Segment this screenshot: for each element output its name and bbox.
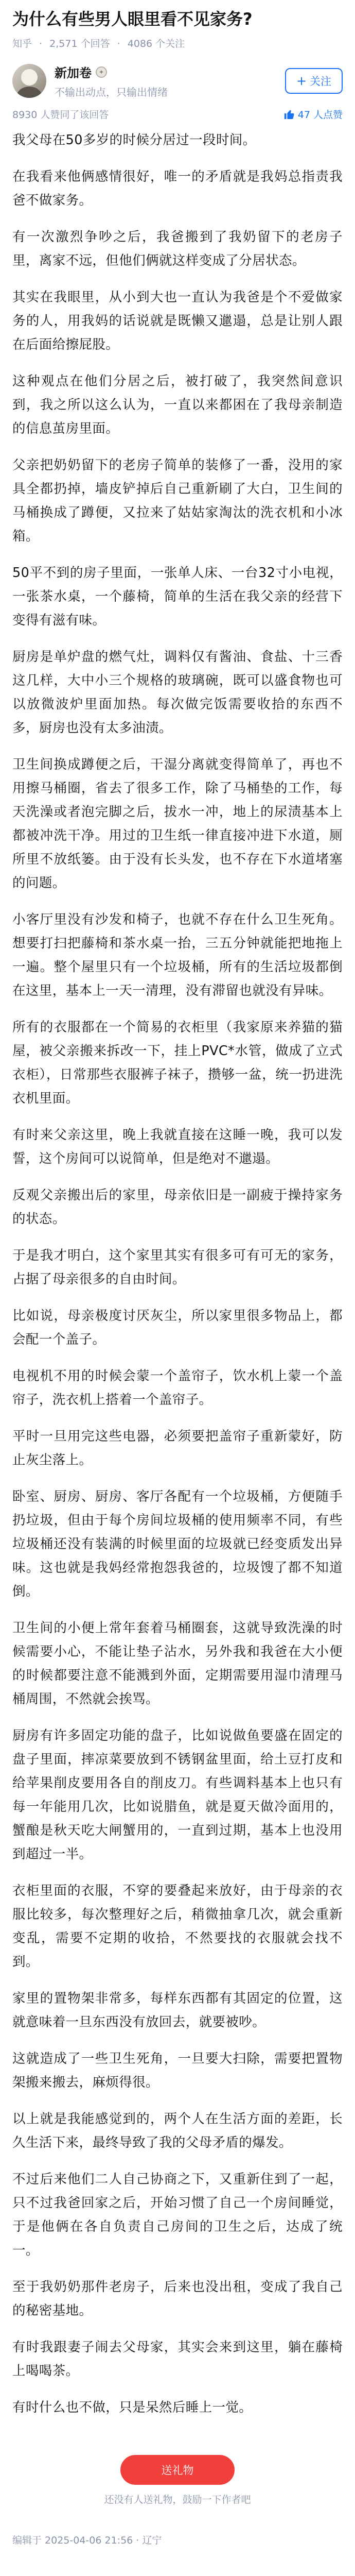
- answer-paragraph: 卫生间的小便上常年套着马桶圈套，这就导致洗澡的时候需要小心，不能让垫子沾水，另外我和我爸在大小便的时候都要注意不能溅到外面，定期需要用湿巾清理马桶周围，不然就会挨骂。: [12, 1620, 343, 1707]
- answer-paragraph: 衣柜里面的衣服，不穿的要叠起来放好，由于母亲的衣服比较多，每次整理好之后，稍微抽拿几次，就会重新变乱，需要不定期的收拾，不然要找的衣服就会找不到。: [12, 1883, 343, 1970]
- answer-count[interactable]: 2,571 个回答: [49, 38, 110, 49]
- answer-paragraph: 比如说，母亲极度讨厌灰尘，所以家里很多物品上，都会配一个盖子。: [12, 1308, 343, 1347]
- answer-paragraph: 50平不到的房子里面，一张单人床、一台32寸小电视，一张茶水桌，一个藤椅，简单的生活在我父亲的经营下变得有滋有味。: [12, 565, 343, 628]
- question-header: [0, 0, 355, 52]
- follow-button[interactable]: [285, 68, 343, 94]
- author-bar: [0, 52, 355, 99]
- answer-paragraph: 有时我跟妻子闹去父母家，其实会来到这里，躺在藤椅上喝喝茶。: [12, 2340, 343, 2379]
- answer-footer: [0, 2506, 355, 2547]
- answer-paragraph: 这就造成了一些卫生死角，一旦要大扫除，需要把置物架搬来搬去，麻烦得很。: [12, 2051, 343, 2090]
- meta-separator: ·: [39, 38, 43, 49]
- follow-label: 关注: [310, 75, 332, 88]
- plus-icon: +: [296, 74, 307, 88]
- edit-timestamp: 编辑于 2025-04-06 21:56 · 辽宁: [12, 2535, 162, 2546]
- answer-paragraph: 于是我才明白，这个家里其实有很多可有可无的家务，占据了母亲很多的自由时间。: [12, 1248, 343, 1287]
- answer-paragraph: 小客厅里没有沙发和椅子，也就不存在什么卫生死角。想要打扫把藤椅和茶水桌一抬，三五分钟就能把地拖上一遍。整个屋里只有一个垃圾桶，所有的生活垃圾都倒在这里，基本上一天一清理，没有滞留也就没有异味。: [12, 912, 343, 998]
- answer-paragraph: 其实在我眼里，从小到大也一直认为我爸是个不爱做家务的人，用我妈的话说就是既懒又邋遢，总是让别人跟在后面给擦屁股。: [12, 290, 343, 352]
- answer-paragraph: 卫生间换成蹲便之后，干湿分离就变得简单了，再也不用擦马桶圈，省去了很多工作，除了马桶垫的工作，每天洗澡或者泡完脚之后，拔水一冲，地上的尿渍基本上都被冲洗干净。用过的卫生纸一律直接冲进下水道，厕所里不放纸篓。由于没有长头发，也不存在下水道堵塞的问题。: [12, 757, 343, 891]
- answer-paragraph: 这种观点在他们分居之后，被打破了，我突然间意识到，我之所以这么认为，一直以来都困在了我母亲制造的信息茧房里面。: [12, 374, 343, 436]
- answer-body: [0, 121, 355, 2419]
- reward-section: [0, 2432, 355, 2485]
- answer-paragraph: 有时什么也不做，只是呆然后睡上一觉。: [12, 2400, 253, 2415]
- answer-paragraph: 所有的衣服都在一个简易的衣柜里（我家原来养猫的猫屋，被父亲搬来拆改一下，挂上PVC*水管，做成了立式衣柜），日常那些衣服裤子袜子，攒够一盆，统一扔进洗衣机里面。: [12, 1020, 343, 1106]
- avatar[interactable]: [12, 64, 46, 98]
- answer-paragraph: 家里的置物架非常多，每样东西都有其固定的位置，这就意味着一旦东西没有放回去，就要被吵。: [12, 1991, 343, 2030]
- answer-paragraph: 在我看来他俩感情很好，唯一的矛盾就是我妈总指责我爸不做家务。: [12, 169, 343, 208]
- gift-button[interactable]: 送礼物: [120, 2455, 235, 2485]
- answer-paragraph: 父亲把奶奶留下的老房子简单的装修了一番，没用的家具全都扔掉，墙皮铲掉后自己重新刷了大白，卫生间的马桶换成了蹲便，又拉来了姑姑家淘汰的洗衣机和小冰箱。: [12, 457, 343, 544]
- answer-paragraph: 不过后来他们二人自己协商之下，又重新住到了一起，只不过我爸回家之后，开始习惯了自己一个房间睡觉，于是他俩在各自负责自己房间的卫生之后，达成了统一。: [12, 2172, 343, 2258]
- reward-note: 还没有人送礼物，鼓励一下作者吧: [104, 2494, 251, 2505]
- author-name[interactable]: 新加卷: [55, 66, 92, 80]
- question-meta: [12, 36, 343, 52]
- answer-paragraph: 反观父亲搬出后的家里，母亲依旧是一副疲于操持家务的状态。: [12, 1188, 343, 1227]
- like-count: 47 人点赞: [297, 109, 343, 121]
- answer-paragraph: 平时一旦用完这些电器，必须要把盖帘子重新蒙好，防止灰尘落上。: [12, 1429, 343, 1468]
- meta-separator: ·: [117, 38, 120, 49]
- answer-paragraph: 我父母在50多岁的时候分居过一段时间。: [12, 132, 256, 148]
- answer-paragraph: 以上就是我能感觉到的，两个人在生活方面的差距，长久生活下来，最终导致了我的父母矛盾的爆发。: [12, 2111, 343, 2150]
- answer-paragraph: 厨房有许多固定功能的盘子，比如说做鱼要盛在固定的盘子里面，摔凉菜要放到不锈钢盆里面，给土豆打皮和给苹果削皮要用各自的削皮刀。有些调料基本上也只有每一年能用几次，比如说腊鱼，就是夏天做冷面用的，蟹酿是秋天吃大闸蟹用的，一直到过期，基本上也没用到超过一半。: [12, 1728, 343, 1862]
- author-info: [55, 63, 285, 99]
- follow-count: 4086 个关注: [127, 38, 185, 49]
- answer-paragraph: 至于我奶奶那件老房子，后来也没出租，变成了我自己的秘密基地。: [12, 2279, 343, 2318]
- badge-icon: ✦: [96, 66, 107, 78]
- stats-row: [0, 99, 355, 121]
- answer-paragraph: 卧室、厨房、厨房、客厅各配有一个垃圾桶，方便随手扔垃圾，但由于每个房间垃圾桶的使用频率不同，有些垃圾桶还没有装满的时候里面的垃圾就已经变质发出异味。这也就是我妈经常抱怨我爸的，垃圾馊了都不知道倒。: [12, 1489, 343, 1599]
- author-bio: 不输出动点，只输出情绪: [55, 86, 168, 98]
- answer-paragraph: 有一次激烈争吵之后，我爸搬到了我奶留下的老房子里，离家不远，但他们俩就这样变成了分居状态。: [12, 229, 343, 268]
- answer-paragraph: 电视机不用的时候会蒙一个盖帘子，饮水机上蒙一个盖帘子，洗衣机上搭着一个盖帘子。: [12, 1368, 343, 1408]
- answer-paragraph: 有时来父亲这里，晚上我就直接在这睡一晚，我可以发誓，这个房间可以说简单，但是绝对不邋遢。: [12, 1127, 343, 1166]
- agree-count: 8930 人赞同了该回答: [12, 109, 109, 121]
- like-counter[interactable]: [283, 107, 343, 121]
- answer-paragraph: 厨房是单炉盘的燃气灶，调料仅有酱油、食盐、十三香这几样，大中小三个规格的玻璃碗，既可以盛食物也可以放微波炉里面加热。每次做完饭需要收拾的东西不多，厨房也没有太多油渍。: [12, 649, 343, 736]
- source-label[interactable]: 知乎: [12, 38, 32, 49]
- thumbs-up-icon: [283, 109, 295, 120]
- question-title[interactable]: 为什么有些男人眼里看不见家务?: [12, 9, 253, 29]
- author-name-row: [55, 63, 285, 81]
